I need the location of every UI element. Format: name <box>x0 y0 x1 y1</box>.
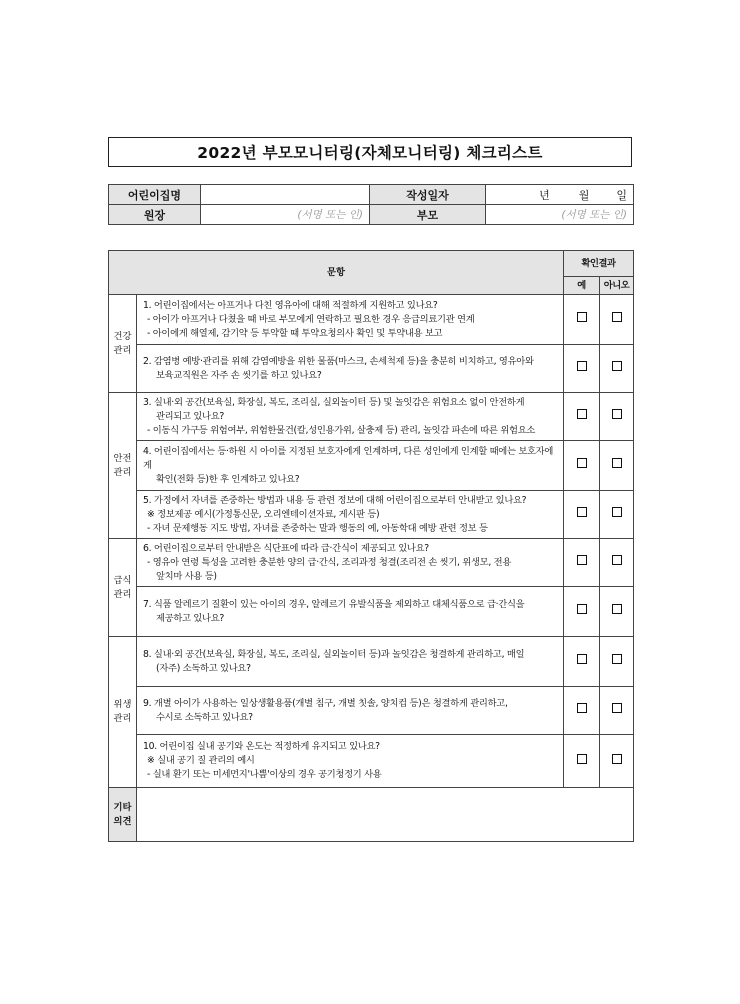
checklist-row <box>109 587 634 637</box>
other-label-line: 기타 <box>113 801 132 813</box>
question-text <box>137 539 564 587</box>
no-checkbox[interactable] <box>612 555 622 565</box>
director-signature-field[interactable]: (서명 또는 인) <box>201 205 370 225</box>
question-line: (자주) 소독하고 있나요? <box>156 662 251 674</box>
question-line: 수시로 소독하고 있나요? <box>156 711 253 723</box>
no-checkbox[interactable] <box>612 754 622 764</box>
daycare-name-field[interactable] <box>201 185 370 205</box>
other-label-line: 의견 <box>113 815 132 827</box>
no-checkbox[interactable] <box>612 409 622 419</box>
category-label <box>109 539 137 637</box>
category-label <box>109 637 137 788</box>
no-checkbox[interactable] <box>612 312 622 322</box>
yes-cell <box>564 637 600 687</box>
question-header: 문항 <box>109 251 564 295</box>
category-label <box>109 295 137 393</box>
yes-cell <box>564 393 600 441</box>
no-cell <box>600 637 634 687</box>
checklist-row <box>109 687 634 735</box>
checklist-row <box>109 295 634 345</box>
no-checkbox[interactable] <box>612 604 622 614</box>
no-checkbox[interactable] <box>612 361 622 371</box>
director-label: 원장 <box>109 205 201 225</box>
question-text <box>137 393 564 441</box>
question-text <box>137 587 564 637</box>
no-cell <box>600 735 634 788</box>
yes-header: 예 <box>564 277 600 295</box>
other-opinion-field[interactable] <box>137 788 634 842</box>
yes-cell <box>564 539 600 587</box>
question-line: 3. 실내·외 공간(보육실, 화장실, 복도, 조리실, 실외놀이터 등) 및 놀잇감은 위험요소 없이 안전하게 <box>143 396 525 408</box>
no-cell <box>600 687 634 735</box>
yes-checkbox[interactable] <box>577 555 587 565</box>
question-line: 제공하고 있나요? <box>156 612 225 624</box>
question-text <box>137 441 564 491</box>
question-line: 7. 식품 알레르기 질환이 있는 아이의 경우, 알레르기 유발식품을 제외하고 대체식품으로 급·간식을 <box>143 598 525 610</box>
no-checkbox[interactable] <box>612 654 622 664</box>
question-line: 확인(전화 등)한 후 인계하고 있나요? <box>156 473 300 485</box>
yes-cell <box>564 441 600 491</box>
date-year: 년 <box>539 188 550 202</box>
yes-cell <box>564 687 600 735</box>
question-line: - 이동식 가구등 위험여부, 위험한물건(칼,성인용가위, 살충제 등) 관리, 놀잇감 파손에 따른 위험요소 <box>147 424 536 436</box>
parent-signature-field[interactable]: (서명 또는 인) <box>486 205 634 225</box>
question-line: 1. 어린이집에서는 아프거나 다친 영유아에 대해 적절하게 지원하고 있나요? <box>143 299 438 311</box>
question-line: 8. 실내·외 공간(보육실, 화장실, 복도, 조리실, 실외놀이터 등)과 놀잇감은 청결하게 관리하고, 매일 <box>143 648 525 660</box>
date-day: 일 <box>616 188 627 202</box>
question-line: 앞치마 사용 등) <box>156 570 217 582</box>
no-cell <box>600 491 634 539</box>
result-header: 확인결과 <box>564 251 634 277</box>
daycare-name-label: 어린이집명 <box>109 185 201 205</box>
category-text: 건강 <box>113 330 132 342</box>
question-line: 2. 감염병 예방·관리를 위해 감염예방을 위한 물품(마스크, 손세척제 등)을 충분히 비치하고, 영유아와 <box>143 355 534 367</box>
category-text: 관리 <box>113 713 132 724</box>
checklist-table <box>108 250 634 842</box>
question-line: ※ 정보제공 예시(가정통신문, 오리엔테이션자료, 게시판 등) <box>147 508 380 520</box>
question-line: - 아이에게 해열제, 감기약 등 투약할 때 투약요청의사 확인 및 투약내용 보고 <box>147 327 443 339</box>
question-line: 10. 어린이집 실내 공기와 온도는 적정하게 유지되고 있나요? <box>143 741 380 752</box>
parent-label: 부모 <box>370 205 486 225</box>
yes-cell <box>564 735 600 788</box>
category-text: 안전 <box>113 452 132 464</box>
question-text <box>137 295 564 345</box>
no-cell <box>600 539 634 587</box>
yes-checkbox[interactable] <box>577 604 587 614</box>
no-header: 아니오 <box>600 277 634 295</box>
category-text: 급식 <box>113 574 132 586</box>
yes-checkbox[interactable] <box>577 458 587 468</box>
checklist-row <box>109 735 634 788</box>
question-line: - 영유아 연령 특성을 고려한 충분한 양의 급·간식, 조리과정 청결(조리전 손 씻기, 위생모, 전용 <box>147 556 512 568</box>
no-checkbox[interactable] <box>612 703 622 713</box>
yes-cell <box>564 491 600 539</box>
yes-checkbox[interactable] <box>577 654 587 664</box>
question-text <box>137 491 564 539</box>
other-opinion-label <box>109 788 137 842</box>
question-line: 관리되고 있나요? <box>156 410 225 422</box>
question-text <box>137 735 564 788</box>
question-line: ※ 실내 공기 질 관리의 예시 <box>147 755 255 766</box>
question-text <box>137 637 564 687</box>
checklist-row <box>109 345 634 393</box>
yes-checkbox[interactable] <box>577 361 587 371</box>
question-text <box>137 687 564 735</box>
checklist-row <box>109 393 634 441</box>
yes-cell <box>564 345 600 393</box>
question-line: 9. 개별 아이가 사용하는 일상생활용품(개별 침구, 개별 칫솔, 양치컵 등)은 청결하게 관리하고, <box>143 697 508 709</box>
yes-checkbox[interactable] <box>577 703 587 713</box>
checklist-row <box>109 637 634 687</box>
yes-cell <box>564 587 600 637</box>
no-cell <box>600 393 634 441</box>
yes-checkbox[interactable] <box>577 507 587 517</box>
no-cell <box>600 441 634 491</box>
yes-checkbox[interactable] <box>577 312 587 322</box>
checklist-row <box>109 539 634 587</box>
category-text: 관리 <box>113 344 132 356</box>
category-text: 위생 <box>113 699 132 710</box>
date-month: 월 <box>578 188 590 202</box>
no-cell <box>600 345 634 393</box>
question-text <box>137 345 564 393</box>
no-cell <box>600 295 634 345</box>
page-title: 2022년 부모모니터링(자체모니터링) 체크리스트 <box>108 137 632 167</box>
question-line: 6. 어린이집으로부터 안내받은 식단표에 따라 급·간식이 제공되고 있나요? <box>143 542 429 554</box>
question-line: 4. 어린이집에서는 등·하원 시 아이를 지정된 보호자에게 인계하며, 다른 성인에게 인계할 때에는 보호자에게 <box>143 445 554 471</box>
no-checkbox[interactable] <box>612 507 622 517</box>
date-field[interactable] <box>486 185 634 205</box>
question-line: 보육교직원은 자주 손 씻기를 하고 있나요? <box>156 369 322 381</box>
yes-checkbox[interactable] <box>577 409 587 419</box>
no-checkbox[interactable] <box>612 458 622 468</box>
question-line: - 아이가 아프거나 다쳤을 때 바로 부모에게 연락하고 필요한 경우 응급의료기관 연계 <box>147 313 475 325</box>
info-table <box>108 184 634 225</box>
no-cell <box>600 587 634 637</box>
yes-checkbox[interactable] <box>577 754 587 764</box>
date-label: 작성일자 <box>370 185 486 205</box>
yes-cell <box>564 295 600 345</box>
question-line: - 자녀 문제행동 지도 방법, 자녀를 존중하는 말과 행동의 예, 아동학대 예방 관련 정보 등 <box>147 522 488 534</box>
category-text: 관리 <box>113 466 132 478</box>
checklist-row <box>109 491 634 539</box>
question-line: - 실내 환기 또는 미세먼지'나쁨'이상의 경우 공기청정기 사용 <box>147 769 382 780</box>
category-text: 관리 <box>113 588 132 600</box>
question-line: 5. 가정에서 자녀를 존중하는 방법과 내용 등 관련 정보에 대해 어린이집으로부터 안내받고 있나요? <box>143 494 527 506</box>
checklist-row <box>109 441 634 491</box>
category-label <box>109 393 137 539</box>
